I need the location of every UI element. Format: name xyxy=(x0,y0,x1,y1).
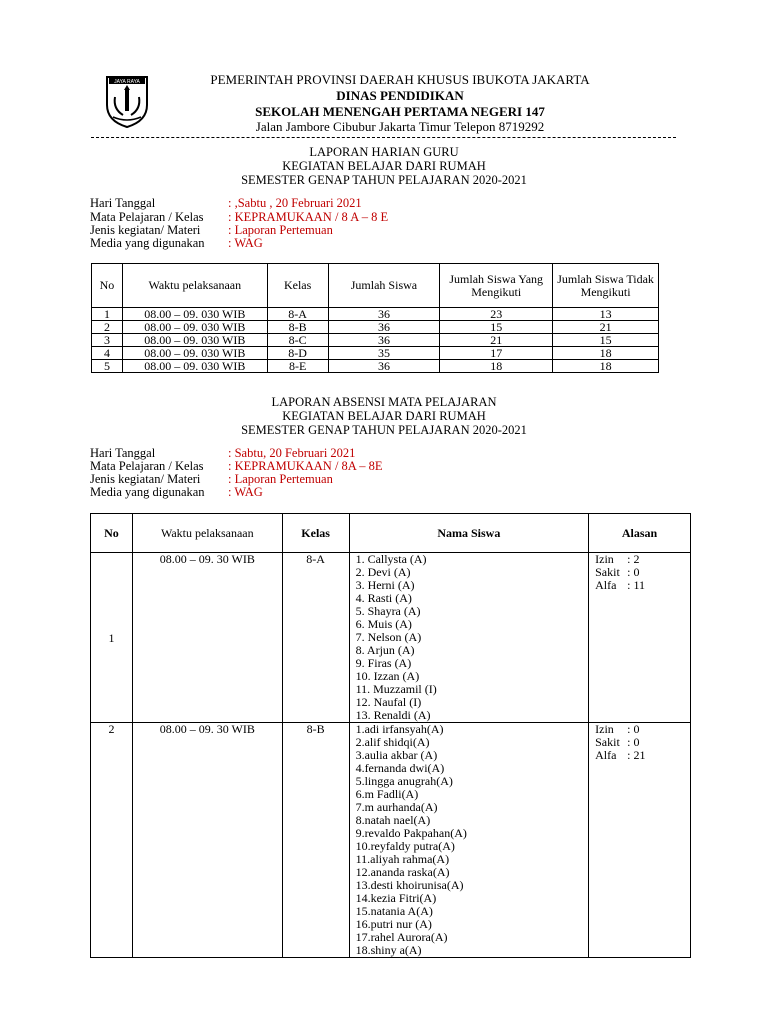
student-name: 7.m aurhanda(A) xyxy=(355,800,438,814)
cell: 15 xyxy=(440,321,553,334)
row-kelas: 8-A xyxy=(282,553,349,723)
student-name: 8.natah nael(A) xyxy=(355,813,431,827)
cell: 18 xyxy=(440,360,553,373)
cell: 18 xyxy=(553,360,659,373)
cell: 15 xyxy=(553,334,659,347)
student-name: 11.aliyah rahma(A) xyxy=(355,852,450,866)
student-name: 13.desti khoirunisa(A) xyxy=(355,878,464,892)
table-row xyxy=(91,553,691,723)
student-name: 14.kezia Fitri(A) xyxy=(355,891,437,905)
cell: 08.00 – 09. 030 WIB xyxy=(122,321,267,334)
reason-line: Izin : 2 xyxy=(595,552,640,566)
header-divider xyxy=(91,137,676,138)
report1-info-activity: Jenis kegiatan/ Materi : Laporan Pertemuan xyxy=(90,223,333,237)
reason-summary xyxy=(589,723,691,958)
header-government: PEMERINTAH PROVINSI DAERAH KHUSUS IBUKOTA JAKARTA xyxy=(210,72,590,87)
row-no: 2 xyxy=(91,723,133,958)
student-name: 2. Devi (A) xyxy=(355,565,411,579)
cell: 08.00 – 09. 030 WIB xyxy=(122,347,267,360)
report2-info-media: Media yang digunakan : WAG xyxy=(90,485,263,499)
cell: 36 xyxy=(328,360,440,373)
table-header-row xyxy=(91,514,691,553)
cell: 08.00 – 09. 030 WIB xyxy=(122,334,267,347)
table-row xyxy=(91,723,691,958)
row-waktu: 08.00 – 09. 30 WIB xyxy=(132,723,282,958)
col-waktu: Waktu pelaksanaan xyxy=(122,264,267,308)
cell: 08.00 – 09. 030 WIB xyxy=(122,360,267,373)
student-name: 6.m Fadli(A) xyxy=(355,787,419,801)
cell: 4 xyxy=(92,347,123,360)
attendance-detail-table xyxy=(90,513,691,958)
report2-semester: SEMESTER GENAP TAHUN PELAJARAN 2020-2021 xyxy=(241,423,527,437)
row-waktu: 08.00 – 09. 30 WIB xyxy=(132,553,282,723)
cell: 8-A xyxy=(267,308,328,321)
student-list xyxy=(349,553,589,723)
cell: 8-E xyxy=(267,360,328,373)
student-name: 4. Rasti (A) xyxy=(355,591,412,605)
table-row xyxy=(92,334,659,347)
table-header-row xyxy=(92,264,659,308)
student-name: 2.alif shidqi(A) xyxy=(355,735,430,749)
student-name: 6. Muis (A) xyxy=(355,617,412,631)
reason-summary xyxy=(589,553,691,723)
report1-semester: SEMESTER GENAP TAHUN PELAJARAN 2020-2021 xyxy=(241,173,527,187)
cell: 5 xyxy=(92,360,123,373)
row-kelas: 8-B xyxy=(282,723,349,958)
student-name: 16.putri nur (A) xyxy=(355,917,432,931)
student-name: 8. Arjun (A) xyxy=(355,643,415,657)
table-row xyxy=(92,347,659,360)
report2-info-activity: Jenis kegiatan/ Materi : Laporan Pertemuan xyxy=(90,472,333,486)
col-no: No xyxy=(91,514,133,553)
student-name: 7. Nelson (A) xyxy=(355,630,422,644)
cell: 21 xyxy=(553,321,659,334)
table-row xyxy=(92,360,659,373)
student-name: 9. Firas (A) xyxy=(355,656,412,670)
student-name: 5. Shayra (A) xyxy=(355,604,421,618)
student-name: 15.natania A(A) xyxy=(355,904,433,918)
cell: 08.00 – 09. 030 WIB xyxy=(122,308,267,321)
report2-title: LAPORAN ABSENSI MATA PELAJARAN xyxy=(271,395,497,409)
col-kelas: Kelas xyxy=(267,264,328,308)
reason-line: Izin : 0 xyxy=(595,722,640,736)
header-address: Jalan Jambore Cibubur Jakarta Timur Telepon 8719292 xyxy=(255,119,545,134)
reason-line: Alfa : 21 xyxy=(595,748,646,762)
cell: 17 xyxy=(440,347,553,360)
col-no: No xyxy=(92,264,123,308)
report1-info-date: Hari Tanggal : ,Sabtu , 20 Februari 2021 xyxy=(90,196,362,210)
student-name: 4.fernanda dwi(A) xyxy=(355,761,445,775)
cell: 8-D xyxy=(267,347,328,360)
report1-title: LAPORAN HARIAN GURU xyxy=(309,145,459,159)
student-name: 1. Callysta (A) xyxy=(355,552,427,566)
cell: 18 xyxy=(553,347,659,360)
row-no: 1 xyxy=(91,553,133,723)
student-name: 9.revaldo Pakpahan(A) xyxy=(355,826,467,840)
cell: 23 xyxy=(440,308,553,321)
report1-info-media: Media yang digunakan : WAG xyxy=(90,236,263,250)
cell: 36 xyxy=(328,334,440,347)
report2-info-date: Hari Tanggal : Sabtu, 20 Februari 2021 xyxy=(90,446,356,460)
report1-subtitle: KEGIATAN BELAJAR DARI RUMAH xyxy=(282,159,486,173)
cell: 1 xyxy=(92,308,123,321)
student-name: 12.ananda raska(A) xyxy=(355,865,450,879)
col-tidak-mengikuti: Jumlah Siswa Tidak Mengikuti xyxy=(553,264,659,308)
reason-line: Alfa : 11 xyxy=(595,578,646,592)
reason-line: Sakit : 0 xyxy=(595,735,640,749)
cell: 36 xyxy=(328,308,440,321)
header-department: DINAS PENDIDIKAN xyxy=(336,88,464,103)
report1-info-subject: Mata Pelajaran / Kelas : KEPRAMUKAAN / 8 A – 8 E xyxy=(90,210,389,224)
cell: 8-C xyxy=(267,334,328,347)
cell: 36 xyxy=(328,321,440,334)
col-kelas: Kelas xyxy=(282,514,349,553)
student-name: 17.rahel Aurora(A) xyxy=(355,930,448,944)
cell: 2 xyxy=(92,321,123,334)
col-alasan: Alasan xyxy=(589,514,691,553)
student-name: 10. Izzan (A) xyxy=(355,669,420,683)
jaya-raya-logo xyxy=(103,75,151,129)
student-name: 3.aulia akbar (A) xyxy=(355,748,438,762)
student-name: 10.reyfaldy putra(A) xyxy=(355,839,455,853)
student-name: 18.shiny a(A) xyxy=(355,943,422,957)
col-nama-siswa: Nama Siswa xyxy=(349,514,589,553)
student-name: 11. Muzzamil (I) xyxy=(355,682,437,696)
student-list xyxy=(349,723,589,958)
student-name: 5.lingga anugrah(A) xyxy=(355,774,453,788)
cell: 21 xyxy=(440,334,553,347)
table-row xyxy=(92,308,659,321)
student-name: 1.adi irfansyah(A) xyxy=(355,722,444,736)
col-mengikuti: Jumlah Siswa Yang Mengikuti xyxy=(440,264,553,308)
table-row xyxy=(92,321,659,334)
col-jumlah: Jumlah Siswa xyxy=(328,264,440,308)
cell: 8-B xyxy=(267,321,328,334)
cell: 13 xyxy=(553,308,659,321)
student-name: 13. Renaldi (A) xyxy=(355,708,431,722)
header-school: SEKOLAH MENENGAH PERTAMA NEGERI 147 xyxy=(255,104,545,119)
cell: 35 xyxy=(328,347,440,360)
cell: 3 xyxy=(92,334,123,347)
report2-subtitle: KEGIATAN BELAJAR DARI RUMAH xyxy=(282,409,486,423)
student-name: 3. Herni (A) xyxy=(355,578,415,592)
logo-text: JAYA RAYA xyxy=(114,79,140,85)
student-name: 12. Naufal (I) xyxy=(355,695,422,709)
report2-info-subject: Mata Pelajaran / Kelas : KEPRAMUKAAN / 8A – 8E xyxy=(90,459,383,473)
col-waktu: Waktu pelaksanaan xyxy=(132,514,282,553)
attendance-summary-table xyxy=(91,263,659,373)
reason-line: Sakit : 0 xyxy=(595,565,640,579)
